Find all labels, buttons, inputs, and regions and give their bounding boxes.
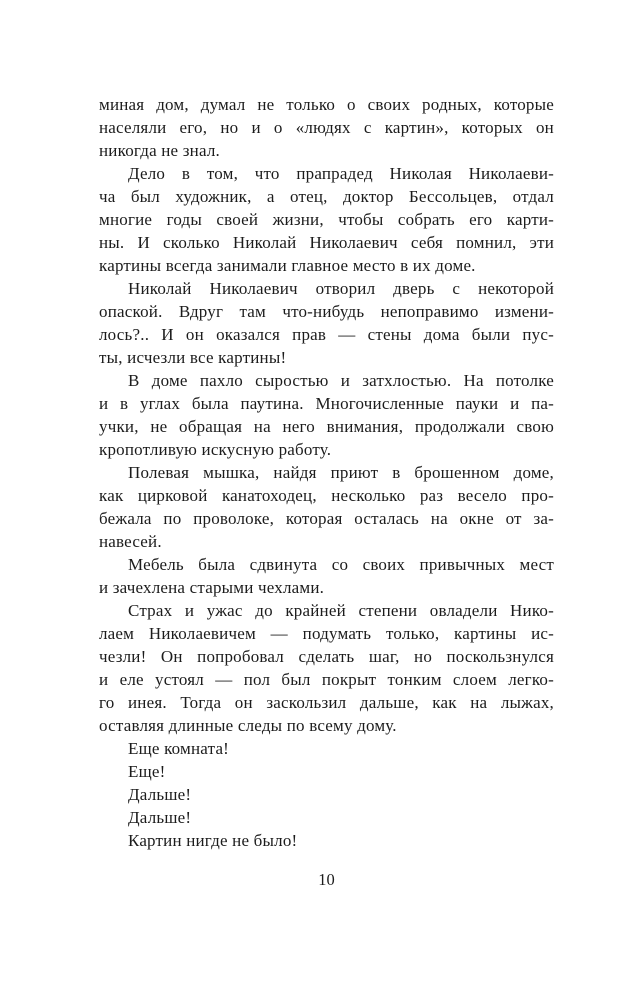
text-line: го инея. Тогда он заскользил дальше, как на лыжах,	[99, 693, 554, 712]
text-line: Дальше!	[128, 785, 192, 804]
paragraph	[99, 461, 554, 553]
paragraph	[99, 277, 554, 369]
text-line: картины всегда занимали главное место в их доме.	[99, 256, 476, 275]
paragraph	[99, 760, 554, 783]
text-line: навесей.	[99, 532, 162, 551]
text-line: населяли его, но и о «людях с картин», которых он	[99, 118, 554, 137]
text-line: Страх и ужас до крайней степени овладели Нико-	[128, 601, 554, 620]
text-line: Еще комната!	[128, 739, 230, 758]
text-line: Мебель была сдвинута со своих привычных мест	[128, 555, 554, 574]
text-line: В доме пахло сыростью и затхлостью. На потолке	[128, 371, 554, 390]
text-line: Дальше!	[128, 808, 192, 827]
paragraph	[99, 369, 554, 461]
text-line: и зачехлена старыми чехлами.	[99, 578, 325, 597]
text-block	[99, 93, 554, 852]
text-line: ны. И сколько Николай Николаевич себя помнил, эти	[99, 233, 554, 252]
text-line: лаем Николаевичем — подумать только, картины ис-	[99, 624, 554, 643]
text-line: чезли! Он попробовал сделать шаг, но поскользнулся	[99, 647, 554, 666]
paragraph	[99, 829, 554, 852]
text-line: учки, не обращая на него внимания, продолжали свою	[99, 417, 554, 436]
text-line: Картин нигде не было!	[128, 831, 298, 850]
paragraph	[99, 93, 554, 162]
text-line: лось?.. И он оказался прав — стены дома были пус-	[99, 325, 554, 344]
text-line: кропотливую искусную работу.	[99, 440, 332, 459]
text-line: многие годы своей жизни, чтобы собрать его карти-	[99, 210, 554, 229]
text-line: Николай Николаевич отворил дверь с некоторой	[128, 279, 554, 298]
text-line: и в углах была паутина. Многочисленные пауки и па-	[99, 394, 554, 413]
text-line: никогда не знал.	[99, 141, 220, 160]
text-line: миная дом, думал не только о своих родных, которые	[99, 95, 554, 114]
text-line: оставляя длинные следы по всему дому.	[99, 716, 397, 735]
text-line: ты, исчезли все картины!	[99, 348, 287, 367]
page-number: 10	[318, 870, 335, 889]
paragraph	[99, 599, 554, 737]
text-line: опаской. Вдруг там что-нибудь непоправимо измени-	[99, 302, 554, 321]
text-line: бежала по проволоке, которая осталась на окне от за-	[99, 509, 554, 528]
text-line: Еще!	[128, 762, 166, 781]
paragraph	[99, 162, 554, 277]
text-line: Полевая мышка, найдя приют в брошенном доме,	[128, 463, 554, 482]
text-line: Дело в том, что прапрадед Николая Николаеви-	[128, 164, 554, 183]
paragraph	[99, 783, 554, 806]
paragraph	[99, 553, 554, 599]
paragraph	[99, 737, 554, 760]
text-line: как цирковой канатоходец, несколько раз весело про-	[99, 486, 554, 505]
paragraph	[99, 806, 554, 829]
text-line: ча был художник, а отец, доктор Бессольцев, отдал	[99, 187, 554, 206]
text-line: и еле устоял — пол был покрыт тонким слоем легко-	[99, 670, 554, 689]
